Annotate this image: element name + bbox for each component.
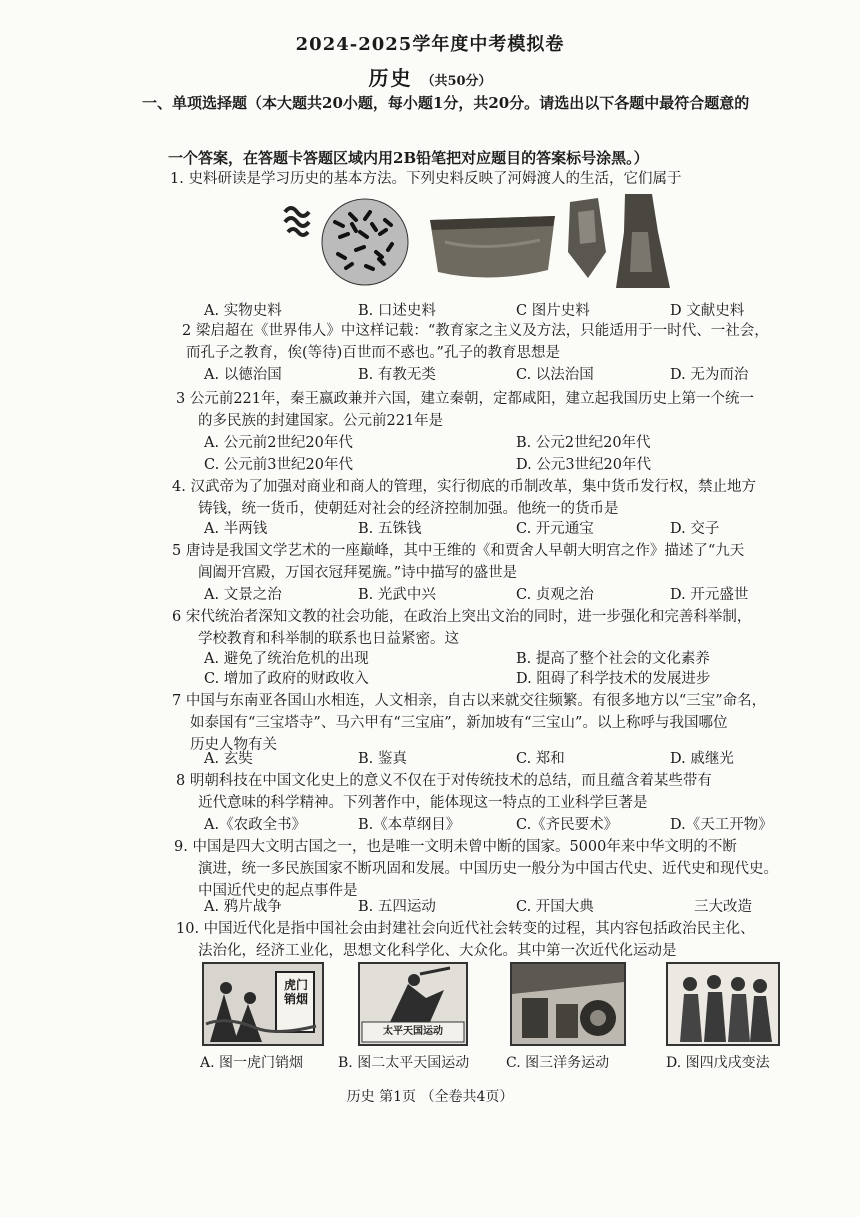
- question-2-line2: 而孔子之教育，俟(等待)百世而不惑也。”孔子的教育思想是: [186, 345, 560, 361]
- question-6-options-row2: [200, 668, 790, 690]
- option-b[interactable]: B. 提高了整个社会的文化素养: [516, 651, 710, 667]
- factory-scene-icon: [512, 964, 624, 1044]
- subject-heading: [0, 62, 860, 91]
- option-b[interactable]: B. 五四运动: [358, 899, 436, 915]
- score-note: （共50分）: [421, 74, 492, 89]
- section-instruction-line2: 一个答案，在答题卡答题区域内用2B铅笔把对应题目的答案标号涂黑。）: [168, 149, 649, 167]
- question-8-options: [200, 814, 790, 836]
- option-c[interactable]: C 图片史料: [516, 303, 590, 319]
- question-6-line1: 6 宋代统治者深知文教的社会功能，在政治上突出文治的同时，进一步强化和完善科举制，: [172, 609, 752, 625]
- question-4: [172, 476, 782, 520]
- option-d[interactable]: D. 交子: [670, 521, 720, 537]
- question-7-line2: 如泰国有“三宝塔寺”、马六甲有“三宝庙”，新加坡有“三宝山”。以上称呼与我国哪位: [190, 715, 728, 731]
- option-a[interactable]: A. 半两钱: [204, 521, 268, 537]
- option-d[interactable]: D. 戚继光: [670, 751, 734, 767]
- option-d[interactable]: D.《天工开物》: [670, 817, 773, 833]
- option-d[interactable]: 三大改造: [694, 899, 752, 915]
- question-6: [172, 606, 782, 650]
- option-b[interactable]: B. 图二太平天国运动: [338, 1055, 470, 1071]
- question-7-line1: 7 中国与东南亚各国山水相连，人文相亲，自古以来就交往频繁。有很多地方以“三宝”命名，: [172, 693, 767, 709]
- question-6-line2: 学校教育和科举制的联系也日益紧密。这: [198, 631, 459, 647]
- option-c[interactable]: C. 开国大典: [516, 899, 594, 915]
- option-c[interactable]: C. 贞观之治: [516, 587, 594, 603]
- option-d[interactable]: D. 无为而治: [670, 367, 749, 383]
- question-3: [176, 388, 786, 432]
- option-d[interactable]: D. 图四戊戌变法: [666, 1055, 770, 1071]
- option-b[interactable]: B. 光武中兴: [358, 587, 436, 603]
- question-1-options: [200, 300, 790, 322]
- subject-name: 历史: [368, 66, 413, 90]
- question-6-options-row1: [200, 648, 790, 670]
- option-a[interactable]: A. 公元前2世纪20年代: [204, 435, 353, 451]
- question-2-line1: 2 梁启超在《世界伟人》中这样记载：“教育家之主义及方法，只能适用于一时代、一社会，: [182, 323, 769, 339]
- option-b[interactable]: B. 鉴真: [358, 751, 407, 767]
- section-instruction-line1: 一、单项选择题（本大题共20小题，每小题1分，共20分。请选出以下各题中最符合题意的: [142, 94, 750, 112]
- pattern-fragment-icon: [285, 208, 309, 235]
- option-b[interactable]: B. 公元2世纪20年代: [516, 435, 651, 451]
- reformers-scene-icon: [668, 964, 778, 1044]
- question-3-line1: 3 公元前221年，秦王嬴政兼并六国，建立秦朝，定都咸阳，建立起我国历史上第一个统一: [176, 391, 755, 407]
- picture-4-wuxu: [666, 962, 780, 1046]
- question-4-line1: 4. 汉武帝为了加强对商业和商人的管理，实行彻底的币制改革，集中货币发行权，禁止地方: [172, 479, 756, 495]
- picture-3-yangwu: [510, 962, 626, 1046]
- question-5-options: [200, 584, 790, 606]
- question-9-options: [200, 896, 790, 918]
- question-7-line3: 历史人物有关: [190, 737, 277, 753]
- pottery-vessel-icon: [430, 216, 555, 278]
- option-a[interactable]: A. 文景之治: [204, 587, 282, 603]
- question-9: [174, 836, 784, 902]
- exam-title: 2024-2025学年度中考模拟卷: [295, 34, 565, 55]
- question-8: [176, 770, 786, 814]
- question-1-line1: 1. 史料研读是学习历史的基本方法。下列史料反映了河姆渡人的生活，它们属于: [170, 171, 682, 187]
- page-footer: 历史 第1页 （全卷共4页）: [346, 1089, 514, 1105]
- bone-tool-icon: [568, 198, 606, 278]
- bone-spade-icon: [616, 194, 670, 288]
- question-5-line2: 阊阖开宫殿，万国衣冠拜冕旒。”诗中描写的盛世是: [198, 565, 518, 581]
- question-10-pictures: [196, 962, 786, 1044]
- option-d[interactable]: D. 公元3世纪20年代: [516, 457, 652, 473]
- question-5: [172, 540, 782, 584]
- question-10: [176, 918, 786, 962]
- question-4-line2: 铸钱，统一货币，使朝廷对社会的经济控制加强。他统一的货币是: [198, 501, 619, 517]
- rice-grain-disc-icon: [322, 199, 408, 285]
- option-c[interactable]: C.《齐民要术》: [516, 817, 619, 833]
- option-a[interactable]: A. 实物史料: [204, 303, 282, 319]
- option-a[interactable]: A. 玄奘: [204, 751, 253, 767]
- question-10-line1: 10. 中国近代化是指中国社会由封建社会向近代社会转变的过程，其内容包括政治民主化、: [176, 921, 755, 937]
- question-7: [172, 690, 782, 756]
- option-a[interactable]: A. 图一虎门销烟: [200, 1055, 304, 1071]
- option-b[interactable]: B.《本草纲目》: [358, 817, 461, 833]
- question-2-options: [200, 364, 790, 386]
- option-c[interactable]: C. 图三洋务运动: [506, 1055, 610, 1071]
- option-c[interactable]: C. 郑和: [516, 751, 565, 767]
- picture-1-label: 虎门销烟: [284, 978, 309, 1006]
- option-a[interactable]: A. 鸦片战争: [204, 899, 282, 915]
- question-2: [182, 320, 792, 364]
- question-1: [170, 168, 780, 190]
- question-9-line1: 9. 中国是四大文明古国之一，也是唯一文明未曾中断的国家。5000年来中华文明的不断: [174, 839, 737, 855]
- question-4-options: [200, 518, 790, 540]
- option-a[interactable]: A. 避免了统治危机的出现: [204, 651, 369, 667]
- option-d[interactable]: D. 阻碍了科学技术的发展进步: [516, 671, 711, 687]
- option-d[interactable]: D 文献史料: [670, 303, 745, 319]
- question-10-line2: 法治化，经济工业化，思想文化科学化、大众化。其中第一次近代化运动是: [198, 943, 677, 959]
- question-10-options: [196, 1052, 786, 1074]
- picture-2-label: 太平天国运动: [383, 1026, 443, 1037]
- question-9-line3: 中国近代史的起点事件是: [198, 883, 358, 899]
- option-b[interactable]: B. 口述史料: [358, 303, 436, 319]
- question-3-options-row1: [200, 432, 790, 454]
- question-3-line2: 的多民族的封建国家。公元前221年是: [198, 413, 444, 429]
- question-8-line2: 近代意味的科学精神。下列著作中，能体现这一特点的工业科学巨著是: [198, 795, 648, 811]
- option-c[interactable]: C. 开元通宝: [516, 521, 594, 537]
- option-d[interactable]: D. 开元盛世: [670, 587, 749, 603]
- option-c[interactable]: C. 公元前3世纪20年代: [204, 457, 353, 473]
- option-b[interactable]: B. 五铢钱: [358, 521, 422, 537]
- option-a[interactable]: A. 以德治国: [204, 367, 282, 383]
- option-a[interactable]: A.《农政全书》: [204, 817, 307, 833]
- option-c[interactable]: C. 以法治国: [516, 367, 594, 383]
- option-b[interactable]: B. 有教无类: [358, 367, 436, 383]
- option-c[interactable]: C. 增加了政府的财政收入: [204, 671, 369, 687]
- hemudu-artifacts-image: [280, 192, 680, 292]
- question-9-line2: 演进，统一多民族国家不断巩固和发展。中国历史一般分为中国古代史、近代史和现代史。: [198, 861, 778, 877]
- question-7-options: [200, 748, 790, 770]
- picture-2-taiping: [358, 962, 468, 1046]
- picture-1-humen: [202, 962, 324, 1046]
- question-3-options-row2: [200, 454, 790, 476]
- question-8-line1: 8 明朝科技在中国文化史上的意义不仅在于对传统技术的总结，而且蕴含着某些带有: [176, 773, 712, 789]
- question-5-line1: 5 唐诗是我国文学艺术的一座巅峰，其中王维的《和贾舍人早朝大明宫之作》描述了“九天: [172, 543, 745, 559]
